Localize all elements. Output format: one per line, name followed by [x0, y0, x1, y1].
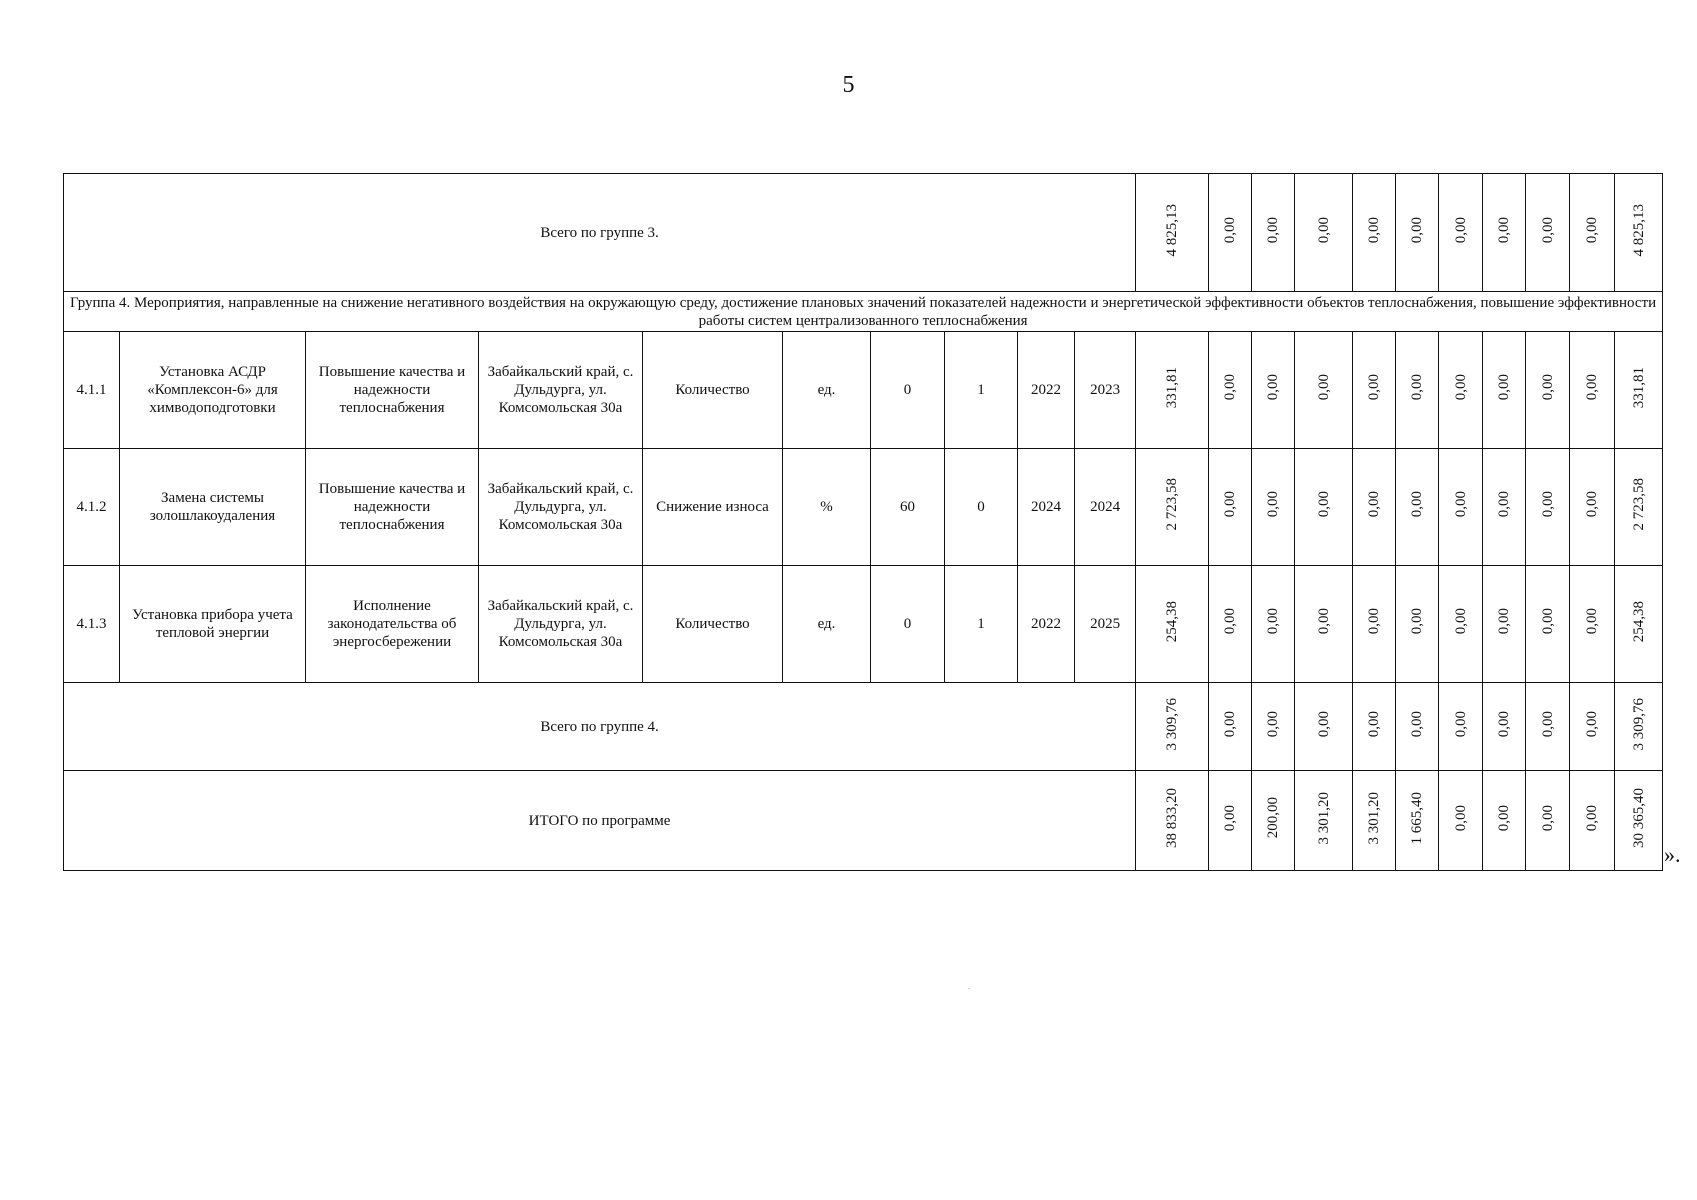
start-year: 2022	[1018, 566, 1075, 683]
value-before: 0	[871, 332, 945, 449]
final-value-cell: 4 825,13	[1615, 174, 1663, 292]
value-cell: 0,00	[1252, 449, 1295, 566]
activity-goal: Повышение качества и надежности теплоснабжения	[306, 332, 479, 449]
value-cell: 0,00	[1439, 566, 1483, 683]
value-cell: 0,00	[1396, 683, 1439, 771]
activity-name: Замена системы золошлакоудаления	[120, 449, 306, 566]
value-cell: 0,00	[1526, 771, 1570, 871]
group3-total-row	[64, 174, 1663, 292]
value-cell: 0,00	[1526, 683, 1570, 771]
value-cell: 0,00	[1570, 174, 1615, 292]
value-cell: 0,00	[1439, 332, 1483, 449]
final-value-cell: 2 723,58	[1615, 449, 1663, 566]
value-cell: 0,00	[1209, 566, 1252, 683]
group3-total-label: Всего по группе 3.	[64, 174, 1136, 292]
value-cell: 0,00	[1526, 566, 1570, 683]
table-row	[64, 566, 1663, 683]
value-cell: 0,00	[1396, 332, 1439, 449]
program-total-label: ИТОГО по программе	[64, 771, 1136, 871]
total-value-cell: 4 825,13	[1136, 174, 1209, 292]
value-cell: 0,00	[1526, 449, 1570, 566]
value-cell: 0,00	[1252, 332, 1295, 449]
activity-goal: Исполнение законодательства об энергосбережении	[306, 566, 479, 683]
value-cell: 0,00	[1483, 683, 1526, 771]
program-table	[63, 173, 1663, 871]
row-number: 4.1.1	[64, 332, 120, 449]
value-cell: 0,00	[1353, 332, 1396, 449]
value-cell: 0,00	[1209, 771, 1252, 871]
value-cell: 0,00	[1483, 566, 1526, 683]
value-cell: 0,00	[1439, 174, 1483, 292]
indicator-unit: ед.	[783, 332, 871, 449]
group4-total-row	[64, 683, 1663, 771]
value-cell: 0,00	[1396, 449, 1439, 566]
start-year: 2024	[1018, 449, 1075, 566]
final-value-cell: 254,38	[1615, 566, 1663, 683]
value-cell: 0,00	[1295, 174, 1353, 292]
total-value-cell: 3 309,76	[1136, 683, 1209, 771]
indicator-unit: ед.	[783, 566, 871, 683]
row-number: 4.1.3	[64, 566, 120, 683]
value-cell: 0,00	[1209, 683, 1252, 771]
value-cell: 3 301,20	[1295, 771, 1353, 871]
value-cell: 0,00	[1252, 566, 1295, 683]
total-value-cell: 2 723,58	[1136, 449, 1209, 566]
value-cell: 0,00	[1353, 174, 1396, 292]
value-cell: 0,00	[1396, 566, 1439, 683]
closing-quote: ».	[1664, 842, 1681, 867]
value-before: 60	[871, 449, 945, 566]
value-cell: 1 665,40	[1396, 771, 1439, 871]
value-cell: 0,00	[1295, 566, 1353, 683]
scan-mark	[968, 988, 970, 989]
value-cell: 0,00	[1570, 449, 1615, 566]
value-cell: 0,00	[1353, 683, 1396, 771]
final-value-cell: 331,81	[1615, 332, 1663, 449]
end-year: 2024	[1075, 449, 1136, 566]
value-cell: 0,00	[1295, 683, 1353, 771]
activity-goal: Повышение качества и надежности теплоснабжения	[306, 449, 479, 566]
indicator-name: Снижение износа	[643, 449, 783, 566]
indicator-name: Количество	[643, 332, 783, 449]
value-cell: 0,00	[1209, 174, 1252, 292]
value-cell: 0,00	[1483, 449, 1526, 566]
value-cell: 3 301,20	[1353, 771, 1396, 871]
group4-total-label: Всего по группе 4.	[64, 683, 1136, 771]
value-before: 0	[871, 566, 945, 683]
total-value-cell: 331,81	[1136, 332, 1209, 449]
end-year: 2025	[1075, 566, 1136, 683]
value-cell: 0,00	[1353, 449, 1396, 566]
value-cell: 0,00	[1295, 332, 1353, 449]
total-value-cell: 254,38	[1136, 566, 1209, 683]
value-cell: 0,00	[1353, 566, 1396, 683]
total-value-cell: 38 833,20	[1136, 771, 1209, 871]
row-number: 4.1.2	[64, 449, 120, 566]
value-after: 0	[945, 449, 1018, 566]
value-cell: 0,00	[1252, 174, 1295, 292]
value-cell: 0,00	[1295, 449, 1353, 566]
value-after: 1	[945, 566, 1018, 683]
activity-address: Забайкальский край, с. Дульдурга, ул. Комсомольская 30а	[479, 332, 643, 449]
group4-heading: Группа 4. Мероприятия, направленные на снижение негативного воздействия на окружающую среду, достижение плановых значений показателей надежности и энергетической эффективности объектов теплоснабжения, повышение эффективности работы систем централизованного теплоснабжения	[64, 292, 1663, 332]
value-cell: 0,00	[1439, 771, 1483, 871]
activity-name: Установка АСДР «Комплексон-6» для химводоподготовки	[120, 332, 306, 449]
table-row	[64, 449, 1663, 566]
activity-address: Забайкальский край, с. Дульдурга, ул. Комсомольская 30а	[479, 566, 643, 683]
value-cell: 200,00	[1252, 771, 1295, 871]
value-cell: 0,00	[1209, 449, 1252, 566]
value-cell: 0,00	[1526, 332, 1570, 449]
value-cell: 0,00	[1209, 332, 1252, 449]
value-cell: 0,00	[1526, 174, 1570, 292]
indicator-unit: %	[783, 449, 871, 566]
value-cell: 0,00	[1483, 771, 1526, 871]
value-cell: 0,00	[1570, 566, 1615, 683]
value-cell: 0,00	[1483, 332, 1526, 449]
indicator-name: Количество	[643, 566, 783, 683]
value-after: 1	[945, 332, 1018, 449]
value-cell: 0,00	[1570, 332, 1615, 449]
final-value-cell: 3 309,76	[1615, 683, 1663, 771]
program-total-row	[64, 771, 1663, 871]
value-cell: 0,00	[1252, 683, 1295, 771]
value-cell: 0,00	[1570, 683, 1615, 771]
value-cell: 0,00	[1439, 449, 1483, 566]
value-cell: 0,00	[1396, 174, 1439, 292]
table-row	[64, 332, 1663, 449]
group4-heading-row	[64, 292, 1663, 332]
end-year: 2023	[1075, 332, 1136, 449]
page-number: 5	[842, 72, 855, 98]
final-value-cell: 30 365,40	[1615, 771, 1663, 871]
start-year: 2022	[1018, 332, 1075, 449]
value-cell: 0,00	[1483, 174, 1526, 292]
value-cell: 0,00	[1570, 771, 1615, 871]
activity-name: Установка прибора учета тепловой энергии	[120, 566, 306, 683]
activity-address: Забайкальский край, с. Дульдурга, ул. Комсомольская 30а	[479, 449, 643, 566]
value-cell: 0,00	[1439, 683, 1483, 771]
